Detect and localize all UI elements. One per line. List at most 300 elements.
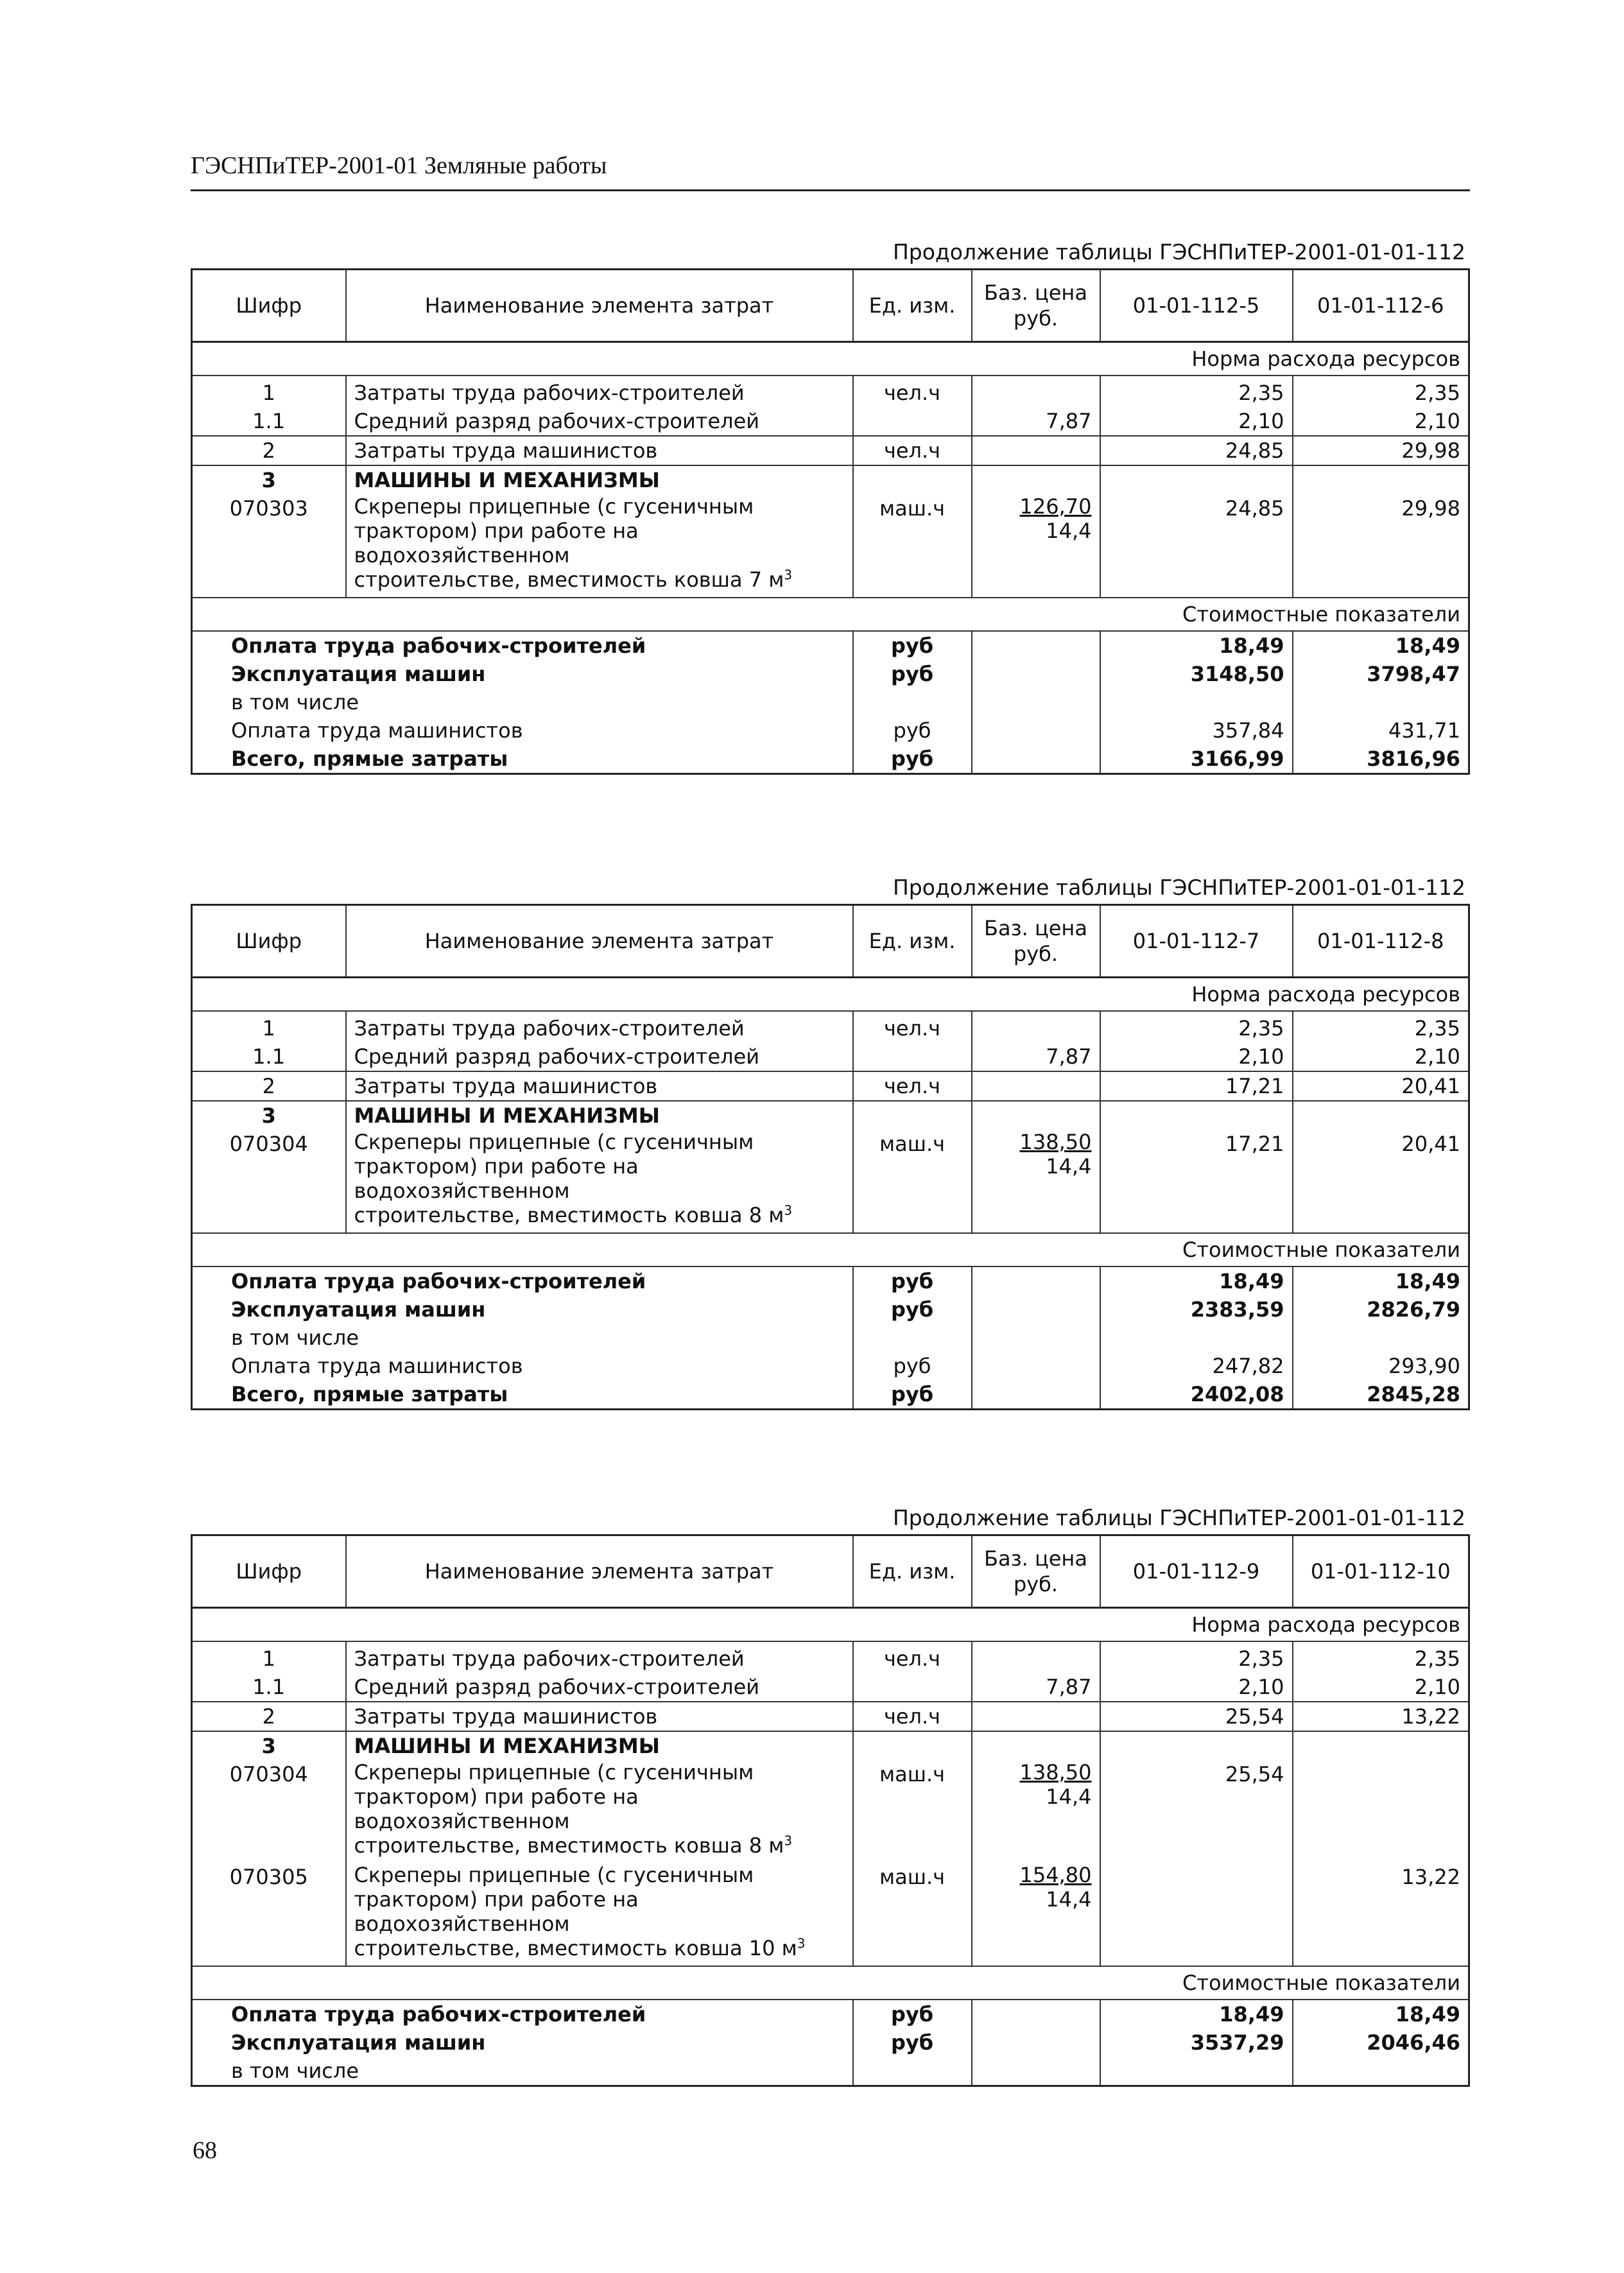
machine-name-l1: Скреперы прицепные (с гусеничным: [354, 494, 754, 519]
row-name-text: Средний разряд рабочих-строителей: [354, 409, 760, 433]
row-name: [346, 1641, 853, 1673]
machine-name-l3: [354, 567, 845, 592]
machines-v1-empty: [1100, 1731, 1293, 1760]
machines-v1-empty: [1100, 1101, 1293, 1130]
machine-name: [346, 1130, 853, 1233]
resource-row: [192, 1673, 1469, 1702]
table-caption: Продолжение таблицы ГЭСНПиТЕР-2001-01-01-112: [892, 875, 1465, 900]
row-value-a-text: 2,35: [1238, 1646, 1284, 1671]
cost-unit-text: руб: [890, 634, 934, 658]
machine-code: [192, 1863, 346, 1966]
cost-name: Оплата труда рабочих-строителей: [192, 2000, 853, 2028]
row-value-b-text: 2,35: [1414, 381, 1460, 405]
cost-row: [192, 716, 1469, 745]
row-value-b-text: 2,10: [1414, 1675, 1460, 1699]
cost-value-b-text: 18,49: [1395, 1269, 1460, 1293]
cost-table-block: [191, 872, 1468, 1410]
col-header-price-l1: Баз. цена: [984, 281, 1087, 305]
cost-price-empty: [972, 1352, 1100, 1380]
row-price: [972, 1071, 1100, 1101]
cost-value-a-text: 247,82: [1212, 1354, 1284, 1378]
col-header-unit-text: Ед. изм.: [868, 1559, 956, 1584]
table-header-row: [192, 270, 1469, 342]
cost-unit: [853, 1324, 972, 1352]
cost-value-a-text: 18,49: [1219, 2002, 1284, 2027]
row-price: [972, 436, 1100, 465]
cost-value-a-text: 2402,08: [1190, 1382, 1284, 1406]
row-code: [192, 1011, 346, 1042]
row-name: [346, 436, 853, 465]
machine-value-a-text: 24,85: [1225, 496, 1284, 521]
cost-name: Всего, прямые затраты: [192, 1380, 853, 1410]
row-value-b-text: 20,41: [1401, 1074, 1460, 1098]
machines-code-text: 3: [261, 468, 276, 492]
col-header-a-text: 01-01-112-9: [1132, 1559, 1260, 1584]
row-value-a: [1100, 1042, 1293, 1071]
cost-value-b: [1293, 631, 1469, 660]
cost-name: Эксплуатация машин: [192, 660, 853, 688]
row-code: [192, 1042, 346, 1071]
row-value-b: [1293, 1702, 1469, 1731]
cost-price-empty: [972, 1295, 1100, 1324]
machine-unit-text: маш.ч: [879, 1762, 946, 1786]
machine-name-l2: трактором) при работе на водохозяйственном: [354, 1154, 639, 1203]
cost-unit: [853, 745, 972, 774]
col-header-code: [192, 1535, 346, 1608]
row-name-text: Затраты труда рабочих-строителей: [354, 1646, 745, 1671]
row-name: [346, 1042, 853, 1071]
cost-unit: [853, 1295, 972, 1324]
machine-price-wage: 14,4: [1046, 1887, 1092, 1912]
machine-value-b: [1293, 1130, 1469, 1233]
row-unit: [853, 376, 972, 407]
machine-price: [972, 494, 1100, 598]
machine-code-text: 070304: [229, 1132, 308, 1156]
cost-value-b: [1293, 1380, 1469, 1410]
row-price: [972, 407, 1100, 436]
row-name-text: Затраты труда рабочих-строителей: [354, 381, 745, 405]
col-header-a-text: 01-01-112-5: [1132, 293, 1260, 318]
machine-price: [972, 1760, 1100, 1863]
row-price: [972, 1673, 1100, 1702]
row-name-text: Затраты труда машинистов: [354, 1704, 658, 1729]
cost-row: [192, 1295, 1469, 1324]
machine-code: [192, 494, 346, 598]
row-value-a-text: 25,54: [1225, 1704, 1284, 1729]
machine-value-b: [1293, 1760, 1469, 1863]
cost-value-a-text: 3166,99: [1190, 747, 1284, 771]
table-caption: Продолжение таблицы ГЭСНПиТЕР-2001-01-01-112: [892, 239, 1465, 264]
cost-value-a-text: 18,49: [1219, 1269, 1284, 1293]
resource-row: [192, 1011, 1469, 1042]
machine-name-sup: 3: [797, 1935, 806, 1951]
machines-code: [192, 1101, 346, 1130]
cost-unit-text: руб: [890, 2002, 934, 2027]
row-code: [192, 1702, 346, 1731]
row-code-text: 1: [262, 381, 275, 405]
cost-value-a: [1100, 2028, 1293, 2057]
col-header-code: [192, 905, 346, 978]
machine-name-sup: 3: [784, 1833, 793, 1849]
machines-price-empty: [972, 1101, 1100, 1130]
col-header-code: [192, 270, 346, 342]
row-value-a-text: 2,35: [1238, 1016, 1284, 1041]
machine-price-wage: 14,4: [1046, 1785, 1092, 1809]
col-header-b-text: 01-01-112-6: [1317, 293, 1444, 318]
cost-unit: [853, 1380, 972, 1410]
cost-name: Оплата труда рабочих-строителей: [192, 631, 853, 660]
machines-code: [192, 465, 346, 494]
row-name-text: Средний разряд рабочих-строителей: [354, 1675, 760, 1699]
cost-row: [192, 1266, 1469, 1295]
row-code: [192, 1071, 346, 1101]
machine-name-l3-text: строительстве, вместимость ковша 10 м: [354, 1936, 797, 1960]
cost-price-empty: [972, 1380, 1100, 1410]
cost-value-b: [1293, 1324, 1469, 1352]
cost-value-a-text: 18,49: [1219, 634, 1284, 658]
row-code-text: 2: [262, 438, 275, 463]
cost-value-a: [1100, 631, 1293, 660]
resource-row: [192, 1071, 1469, 1101]
row-code-text: 1: [262, 1016, 275, 1041]
row-unit: [853, 1071, 972, 1101]
cost-row: [192, 631, 1469, 660]
machine-unit: [853, 1760, 972, 1863]
row-price-text: 7,87: [1046, 1675, 1092, 1699]
machine-code: [192, 1130, 346, 1233]
cost-value-b: [1293, 1295, 1469, 1324]
col-header-unit: [853, 905, 972, 978]
row-unit-text: чел.ч: [883, 438, 941, 463]
cost-value-a-text: 357,84: [1212, 718, 1284, 743]
row-value-a-text: 2,35: [1238, 381, 1284, 405]
row-unit-text: чел.ч: [883, 1646, 941, 1671]
machine-code-text: 070305: [229, 1865, 308, 1889]
col-header-a: [1100, 1535, 1293, 1608]
cost-value-b: [1293, 745, 1469, 774]
cost-unit-text: руб: [890, 1297, 934, 1322]
row-value-a: [1100, 436, 1293, 465]
resource-row: [192, 1641, 1469, 1673]
row-value-a-text: 17,21: [1225, 1074, 1284, 1098]
machine-price-base: 138,50: [1019, 1760, 1092, 1785]
row-price-text: 7,87: [1046, 1044, 1092, 1069]
machines-heading-row: [192, 1101, 1469, 1130]
col-header-price-l2: руб.: [1013, 306, 1058, 331]
machine-value-b: [1293, 494, 1469, 598]
row-value-a-text: 2,10: [1238, 409, 1284, 433]
machine-price-wage: 14,4: [1046, 519, 1092, 543]
machines-v2-empty: [1293, 1101, 1469, 1130]
row-unit: [853, 1702, 972, 1731]
section-cost-row: [192, 1966, 1469, 2000]
col-header-a-text: 01-01-112-7: [1132, 929, 1260, 953]
machine-name-sup: 3: [784, 567, 793, 583]
col-header-unit-text: Ед. изм.: [868, 929, 956, 953]
section-cost-label: Стоимостные показатели: [192, 1966, 1469, 2000]
row-value-b-text: 2,35: [1414, 1016, 1460, 1041]
cost-value-a: [1100, 660, 1293, 688]
machines-title: [346, 1101, 853, 1130]
row-unit: [853, 1673, 972, 1702]
machines-unit-empty: [853, 465, 972, 494]
row-price: [972, 1011, 1100, 1042]
cost-value-a: [1100, 1352, 1293, 1380]
row-value-b: [1293, 1042, 1469, 1071]
cost-row: [192, 2000, 1469, 2028]
row-unit: [853, 1641, 972, 1673]
cost-value-b-text: 2046,46: [1367, 2030, 1460, 2055]
cost-value-a-text: 3537,29: [1190, 2030, 1284, 2055]
row-code: [192, 1641, 346, 1673]
row-name: [346, 1702, 853, 1731]
table-header-row: [192, 905, 1469, 978]
col-header-b-text: 01-01-112-10: [1310, 1559, 1451, 1584]
cost-value-b-text: 293,90: [1388, 1354, 1460, 1378]
cost-unit-text: руб: [890, 662, 934, 686]
cost-row: [192, 660, 1469, 688]
machines-price-empty: [972, 1731, 1100, 1760]
machine-value-b-text: 29,98: [1401, 496, 1460, 521]
cost-name: Эксплуатация машин: [192, 1295, 853, 1324]
section-cost-label: Стоимостные показатели: [192, 1233, 1469, 1266]
machine-unit: [853, 494, 972, 598]
cost-price-empty: [972, 631, 1100, 660]
cost-value-b: [1293, 716, 1469, 745]
machine-name-sup: 3: [784, 1202, 793, 1218]
cost-unit: [853, 660, 972, 688]
cost-value-b: [1293, 2000, 1469, 2028]
col-header-name-text: Наименование элемента затрат: [424, 1559, 774, 1584]
page-number: 68: [193, 2137, 217, 2164]
cost-value-b: [1293, 660, 1469, 688]
row-name: [346, 1071, 853, 1101]
row-value-b: [1293, 376, 1469, 407]
col-header-name: [346, 1535, 853, 1608]
row-value-b: [1293, 1071, 1469, 1101]
cost-value-b-text: 2845,28: [1367, 1382, 1460, 1406]
cost-value-b-text: 18,49: [1395, 2002, 1460, 2027]
col-header-unit: [853, 1535, 972, 1608]
cost-name: Эксплуатация машин: [192, 2028, 853, 2057]
row-unit: [853, 436, 972, 465]
machine-name-l3-text: строительстве, вместимость ковша 8 м: [354, 1203, 784, 1227]
machine-name-l2: трактором) при работе на водохозяйственном: [354, 519, 639, 567]
row-code: [192, 407, 346, 436]
cost-value-a: [1100, 688, 1293, 716]
row-name-text: Затраты труда машинистов: [354, 438, 658, 463]
machine-row: [192, 1863, 1469, 1966]
row-value-b: [1293, 1641, 1469, 1673]
machines-code-text: 3: [261, 1103, 276, 1128]
machines-title-text: МАШИНЫ И МЕХАНИЗМЫ: [354, 1103, 660, 1128]
col-header-name: [346, 270, 853, 342]
cost-name: в том числе: [192, 2057, 853, 2086]
cost-value-b: [1293, 1352, 1469, 1380]
cost-value-a: [1100, 2057, 1293, 2086]
row-price-text: 7,87: [1046, 409, 1092, 433]
machine-unit-text: маш.ч: [879, 1865, 946, 1889]
machines-v2-empty: [1293, 1731, 1469, 1760]
row-value-b-text: 2,35: [1414, 1646, 1460, 1671]
row-value-a: [1100, 376, 1293, 407]
machines-code: [192, 1731, 346, 1760]
resource-row: [192, 436, 1469, 465]
row-unit-text: чел.ч: [883, 381, 941, 405]
cost-price-empty: [972, 745, 1100, 774]
section-cost-row: [192, 598, 1469, 631]
row-value-b: [1293, 436, 1469, 465]
col-header-name-text: Наименование элемента затрат: [424, 929, 774, 953]
row-name: [346, 1673, 853, 1702]
cost-table: [191, 1534, 1470, 2087]
row-value-b-text: 13,22: [1401, 1704, 1460, 1729]
machine-unit-text: маш.ч: [879, 496, 946, 521]
machine-name-l3: [354, 1203, 845, 1227]
cost-unit-text: руб: [893, 1354, 931, 1378]
machine-unit: [853, 1863, 972, 1966]
cost-name: в том числе: [192, 1324, 853, 1352]
cost-name: Оплата труда машинистов: [192, 716, 853, 745]
cost-unit-text: руб: [890, 1382, 934, 1406]
cost-price-empty: [972, 716, 1100, 745]
cost-unit-text: руб: [893, 718, 931, 743]
col-header-price: [972, 1535, 1100, 1608]
machine-price-wage: 14,4: [1046, 1154, 1092, 1179]
machines-unit-empty: [853, 1731, 972, 1760]
cost-unit: [853, 1352, 972, 1380]
row-code-text: 1.1: [252, 409, 286, 433]
col-header-name: [346, 905, 853, 978]
row-name: [346, 376, 853, 407]
machine-value-b-text: 13,22: [1401, 1865, 1460, 1889]
machines-title-text: МАШИНЫ И МЕХАНИЗМЫ: [354, 1734, 660, 1758]
col-header-price-l1: Баз. цена: [984, 916, 1087, 940]
machine-code-text: 070304: [229, 1762, 308, 1786]
col-header-unit-text: Ед. изм.: [868, 293, 956, 318]
machine-price-base: 126,70: [1019, 494, 1092, 519]
row-name: [346, 407, 853, 436]
cost-unit: [853, 2057, 972, 2086]
col-header-price-l2: руб.: [1013, 942, 1058, 966]
row-name: [346, 1011, 853, 1042]
cost-price-empty: [972, 2000, 1100, 2028]
cost-price-empty: [972, 660, 1100, 688]
cost-row: [192, 1324, 1469, 1352]
cost-unit: [853, 716, 972, 745]
row-value-a: [1100, 1011, 1293, 1042]
cost-value-a: [1100, 1266, 1293, 1295]
row-code-text: 2: [262, 1074, 275, 1098]
cost-unit: [853, 688, 972, 716]
header-rule: [191, 189, 1470, 191]
cost-name: Всего, прямые затраты: [192, 745, 853, 774]
cost-row: [192, 2057, 1469, 2086]
machine-value-a: [1100, 1760, 1293, 1863]
machine-unit-text: маш.ч: [879, 1132, 946, 1156]
cost-value-a: [1100, 1295, 1293, 1324]
machine-row: [192, 494, 1469, 598]
cost-row: [192, 688, 1469, 716]
machine-name-l3: [354, 1833, 845, 1858]
col-header-code-text: Шифр: [236, 293, 302, 318]
cost-value-b: [1293, 1266, 1469, 1295]
cost-row: [192, 1352, 1469, 1380]
machine-name-l1: Скреперы прицепные (с гусеничным: [354, 1130, 754, 1154]
table-caption: Продолжение таблицы ГЭСНПиТЕР-2001-01-01-112: [892, 1505, 1465, 1530]
resource-row: [192, 407, 1469, 436]
row-unit-text: чел.ч: [883, 1074, 941, 1098]
machines-unit-empty: [853, 1101, 972, 1130]
cost-value-b: [1293, 688, 1469, 716]
cost-value-a: [1100, 1380, 1293, 1410]
machines-title: [346, 465, 853, 494]
machine-value-b-text: 20,41: [1401, 1132, 1460, 1156]
cost-row: [192, 2028, 1469, 2057]
col-header-price: [972, 905, 1100, 978]
machines-title-text: МАШИНЫ И МЕХАНИЗМЫ: [354, 468, 660, 492]
machine-name: [346, 1863, 853, 1966]
row-value-a-text: 2,10: [1238, 1675, 1284, 1699]
col-header-b-text: 01-01-112-8: [1317, 929, 1444, 953]
row-name-text: Средний разряд рабочих-строителей: [354, 1044, 760, 1069]
machine-value-a-text: 17,21: [1225, 1132, 1284, 1156]
machine-name-l2: трактором) при работе на водохозяйственном: [354, 1887, 639, 1936]
cost-unit: [853, 631, 972, 660]
section-norm-label: Норма расхода ресурсов: [192, 1608, 1469, 1642]
row-value-b-text: 29,98: [1401, 438, 1460, 463]
machine-row: [192, 1130, 1469, 1233]
machine-name: [346, 494, 853, 598]
col-header-code-text: Шифр: [236, 929, 302, 953]
row-unit-text: чел.ч: [883, 1704, 941, 1729]
machine-code: [192, 1760, 346, 1863]
col-header-price: [972, 270, 1100, 342]
cost-value-a: [1100, 745, 1293, 774]
cost-unit: [853, 1266, 972, 1295]
machine-row: [192, 1760, 1469, 1863]
row-name-text: Затраты труда машинистов: [354, 1074, 658, 1098]
machine-value-a-text: 25,54: [1225, 1762, 1284, 1786]
col-header-a: [1100, 905, 1293, 978]
section-norm-label: Норма расхода ресурсов: [192, 342, 1469, 376]
cost-value-a: [1100, 2000, 1293, 2028]
row-unit: [853, 1042, 972, 1071]
cost-value-b-text: 431,71: [1388, 718, 1460, 743]
row-price: [972, 376, 1100, 407]
col-header-b: [1293, 905, 1469, 978]
cost-value-a-text: 2383,59: [1190, 1297, 1284, 1322]
machine-price-base: 138,50: [1019, 1130, 1092, 1154]
cost-price-empty: [972, 2057, 1100, 2086]
row-price: [972, 1702, 1100, 1731]
row-value-a: [1100, 1071, 1293, 1101]
cost-name: в том числе: [192, 688, 853, 716]
section-cost-row: [192, 1233, 1469, 1266]
cost-price-empty: [972, 1266, 1100, 1295]
section-norm-row: [192, 978, 1469, 1012]
col-header-unit: [853, 270, 972, 342]
resource-row: [192, 376, 1469, 407]
row-code-text: 1.1: [252, 1044, 286, 1069]
row-unit: [853, 1011, 972, 1042]
row-price: [972, 1042, 1100, 1071]
row-value-b-text: 2,10: [1414, 1044, 1460, 1069]
cost-unit: [853, 2028, 972, 2057]
cost-price-empty: [972, 2028, 1100, 2057]
machine-price: [972, 1130, 1100, 1233]
col-header-code-text: Шифр: [236, 1559, 302, 1584]
